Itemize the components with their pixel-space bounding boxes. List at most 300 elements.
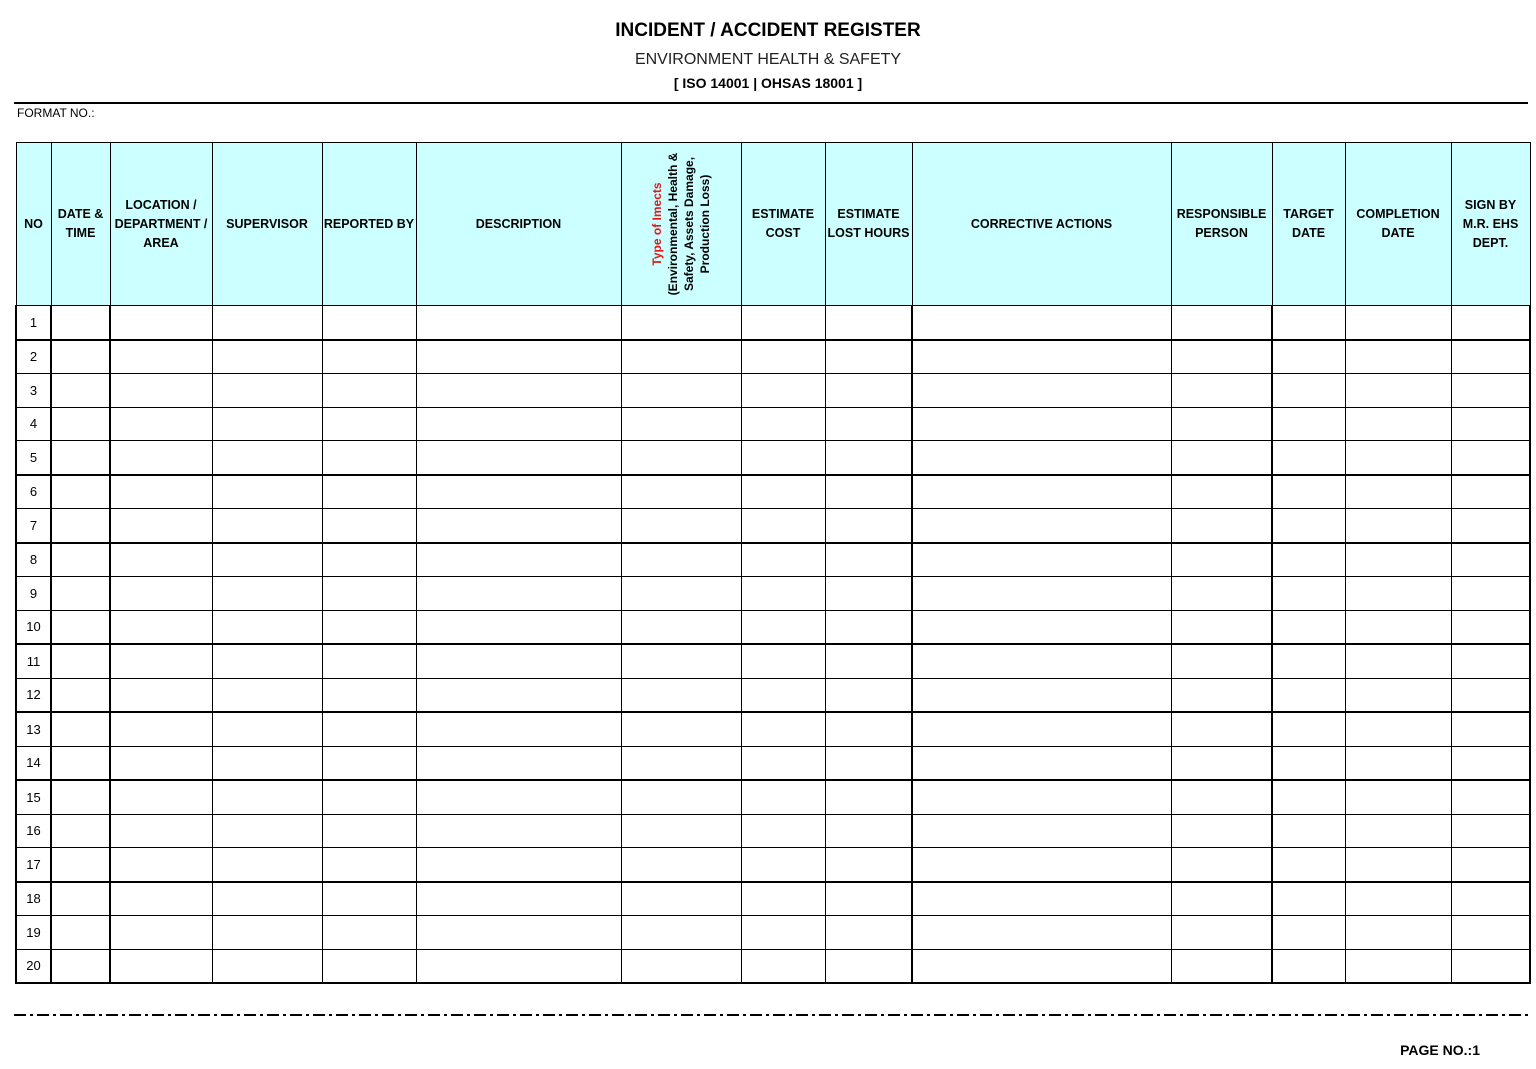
entry-cell[interactable] [212, 848, 322, 882]
entry-cell[interactable] [825, 306, 912, 340]
entry-cell[interactable] [741, 644, 825, 678]
entry-cell[interactable] [212, 340, 322, 374]
row-number: 19 [16, 916, 51, 950]
entry-cell[interactable] [1171, 916, 1272, 950]
entry-cell[interactable] [912, 441, 1171, 475]
entry-cell[interactable] [416, 848, 621, 882]
entry-cell[interactable] [416, 340, 621, 374]
entry-cell[interactable] [416, 780, 621, 814]
entry-cell[interactable] [416, 882, 621, 916]
entry-cell[interactable] [825, 543, 912, 577]
entry-cell[interactable] [741, 509, 825, 543]
table-row [16, 780, 1530, 814]
entry-cell[interactable] [51, 746, 110, 780]
entry-cell[interactable] [741, 746, 825, 780]
entry-cell[interactable] [912, 340, 1171, 374]
entry-cell[interactable] [1171, 407, 1272, 441]
entry-cell[interactable] [1345, 746, 1451, 780]
entry-cell[interactable] [1171, 746, 1272, 780]
entry-cell[interactable] [1272, 610, 1345, 644]
entry-cell[interactable] [741, 543, 825, 577]
entry-cell[interactable] [621, 746, 741, 780]
entry-cell[interactable] [1272, 949, 1345, 983]
entry-cell[interactable] [1272, 441, 1345, 475]
entry-cell[interactable] [1171, 577, 1272, 611]
entry-cell[interactable] [912, 509, 1171, 543]
entry-cell[interactable] [51, 577, 110, 611]
format-number-label: FORMAT NO.: [17, 106, 95, 120]
entry-cell[interactable] [51, 610, 110, 644]
entry-cell[interactable] [212, 610, 322, 644]
entry-cell[interactable] [1345, 441, 1451, 475]
row-number: 16 [16, 814, 51, 848]
entry-cell[interactable] [322, 441, 416, 475]
entry-cell[interactable] [110, 543, 212, 577]
entry-cell[interactable] [621, 848, 741, 882]
entry-cell[interactable] [1272, 848, 1345, 882]
entry-cell[interactable] [416, 509, 621, 543]
entry-cell[interactable] [1272, 644, 1345, 678]
entry-cell[interactable] [212, 814, 322, 848]
entry-cell[interactable] [1345, 509, 1451, 543]
entry-cell[interactable] [110, 678, 212, 712]
entry-cell[interactable] [51, 441, 110, 475]
entry-cell[interactable] [825, 882, 912, 916]
entry-cell[interactable] [416, 746, 621, 780]
entry-cell[interactable] [912, 848, 1171, 882]
entry-cell[interactable] [741, 306, 825, 340]
entry-cell[interactable] [322, 407, 416, 441]
entry-cell[interactable] [1272, 509, 1345, 543]
entry-cell[interactable] [416, 374, 621, 408]
entry-cell[interactable] [912, 407, 1171, 441]
entry-cell[interactable] [416, 814, 621, 848]
entry-cell[interactable] [621, 814, 741, 848]
entry-cell[interactable] [51, 374, 110, 408]
entry-cell[interactable] [322, 509, 416, 543]
entry-cell[interactable] [1171, 814, 1272, 848]
entry-cell[interactable] [621, 374, 741, 408]
entry-cell[interactable] [912, 814, 1171, 848]
col-header-estimate-cost: ESTIMATE COST [741, 143, 825, 306]
entry-cell[interactable] [1171, 306, 1272, 340]
entry-cell[interactable] [51, 712, 110, 746]
entry-cell[interactable] [416, 407, 621, 441]
entry-cell[interactable] [825, 712, 912, 746]
entry-cell[interactable] [912, 949, 1171, 983]
entry-cell[interactable] [912, 916, 1171, 950]
entry-cell[interactable] [1451, 306, 1530, 340]
entry-cell[interactable] [741, 678, 825, 712]
entry-cell[interactable] [1451, 916, 1530, 950]
entry-cell[interactable] [1272, 916, 1345, 950]
entry-cell[interactable] [1272, 374, 1345, 408]
entry-cell[interactable] [621, 543, 741, 577]
entry-cell[interactable] [1345, 340, 1451, 374]
col-header-sign: SIGN BY M.R. EHS DEPT. [1451, 143, 1530, 306]
entry-cell[interactable] [1345, 916, 1451, 950]
entry-cell[interactable] [416, 916, 621, 950]
entry-cell[interactable] [741, 407, 825, 441]
entry-cell[interactable] [416, 577, 621, 611]
entry-cell[interactable] [1451, 882, 1530, 916]
entry-cell[interactable] [912, 644, 1171, 678]
entry-cell[interactable] [912, 374, 1171, 408]
entry-cell[interactable] [1451, 712, 1530, 746]
table-row [16, 746, 1530, 780]
entry-cell[interactable] [110, 780, 212, 814]
row-number: 9 [16, 577, 51, 611]
entry-cell[interactable] [110, 916, 212, 950]
entry-cell[interactable] [621, 340, 741, 374]
entry-cell[interactable] [322, 780, 416, 814]
entry-cell[interactable] [322, 577, 416, 611]
table-row [16, 882, 1530, 916]
entry-cell[interactable] [621, 610, 741, 644]
entry-cell[interactable] [110, 712, 212, 746]
entry-cell[interactable] [322, 678, 416, 712]
entry-cell[interactable] [1345, 407, 1451, 441]
entry-cell[interactable] [912, 712, 1171, 746]
entry-cell[interactable] [322, 916, 416, 950]
entry-cell[interactable] [212, 949, 322, 983]
entry-cell[interactable] [1345, 780, 1451, 814]
entry-cell[interactable] [212, 882, 322, 916]
entry-cell[interactable] [416, 475, 621, 509]
entry-cell[interactable] [212, 306, 322, 340]
entry-cell[interactable] [741, 610, 825, 644]
entry-cell[interactable] [1451, 441, 1530, 475]
row-number: 12 [16, 678, 51, 712]
row-number: 3 [16, 374, 51, 408]
entry-cell[interactable] [416, 441, 621, 475]
table-row [16, 712, 1530, 746]
entry-cell[interactable] [825, 848, 912, 882]
entry-cell[interactable] [1345, 644, 1451, 678]
entry-cell[interactable] [621, 306, 741, 340]
entry-cell[interactable] [51, 306, 110, 340]
entry-cell[interactable] [110, 949, 212, 983]
entry-cell[interactable] [1451, 475, 1530, 509]
entry-cell[interactable] [1272, 814, 1345, 848]
entry-cell[interactable] [1451, 780, 1530, 814]
entry-cell[interactable] [51, 340, 110, 374]
entry-cell[interactable] [1451, 848, 1530, 882]
entry-cell[interactable] [322, 644, 416, 678]
entry-cell[interactable] [212, 746, 322, 780]
entry-cell[interactable] [110, 475, 212, 509]
entry-cell[interactable] [1345, 814, 1451, 848]
entry-cell[interactable] [825, 475, 912, 509]
entry-cell[interactable] [825, 610, 912, 644]
table-row [16, 814, 1530, 848]
entry-cell[interactable] [212, 407, 322, 441]
entry-cell[interactable] [621, 577, 741, 611]
entry-cell[interactable] [1451, 340, 1530, 374]
entry-cell[interactable] [416, 678, 621, 712]
entry-cell[interactable] [110, 882, 212, 916]
entry-cell[interactable] [1451, 543, 1530, 577]
entry-cell[interactable] [912, 306, 1171, 340]
entry-cell[interactable] [621, 509, 741, 543]
col-header-completion-date: COMPLETION DATE [1345, 143, 1451, 306]
entry-cell[interactable] [110, 644, 212, 678]
entry-cell[interactable] [110, 746, 212, 780]
entry-cell[interactable] [741, 780, 825, 814]
entry-cell[interactable] [741, 340, 825, 374]
entry-cell[interactable] [1345, 306, 1451, 340]
entry-cell[interactable] [416, 306, 621, 340]
row-number: 10 [16, 610, 51, 644]
table-row [16, 475, 1530, 509]
table-row [16, 441, 1530, 475]
entry-cell[interactable] [51, 475, 110, 509]
table-row [16, 610, 1530, 644]
entry-cell[interactable] [1171, 610, 1272, 644]
entry-cell[interactable] [741, 814, 825, 848]
table-row [16, 848, 1530, 882]
entry-cell[interactable] [1272, 407, 1345, 441]
entry-cell[interactable] [51, 882, 110, 916]
entry-cell[interactable] [825, 509, 912, 543]
entry-cell[interactable] [825, 916, 912, 950]
entry-cell[interactable] [322, 949, 416, 983]
entry-cell[interactable] [621, 712, 741, 746]
entry-cell[interactable] [1171, 543, 1272, 577]
entry-cell[interactable] [212, 475, 322, 509]
entry-cell[interactable] [51, 678, 110, 712]
entry-cell[interactable] [110, 848, 212, 882]
entry-cell[interactable] [322, 475, 416, 509]
entry-cell[interactable] [1171, 340, 1272, 374]
entry-cell[interactable] [322, 374, 416, 408]
entry-cell[interactable] [212, 712, 322, 746]
entry-cell[interactable] [1171, 678, 1272, 712]
entry-cell[interactable] [51, 407, 110, 441]
entry-cell[interactable] [212, 916, 322, 950]
entry-cell[interactable] [1451, 610, 1530, 644]
entry-cell[interactable] [1171, 644, 1272, 678]
entry-cell[interactable] [1171, 475, 1272, 509]
entry-cell[interactable] [322, 848, 416, 882]
entry-cell[interactable] [825, 374, 912, 408]
entry-cell[interactable] [912, 882, 1171, 916]
entry-cell[interactable] [1272, 306, 1345, 340]
entry-cell[interactable] [621, 644, 741, 678]
entry-cell[interactable] [621, 882, 741, 916]
entry-cell[interactable] [825, 340, 912, 374]
entry-cell[interactable] [1345, 678, 1451, 712]
entry-cell[interactable] [1272, 712, 1345, 746]
entry-cell[interactable] [1451, 407, 1530, 441]
entry-cell[interactable] [621, 949, 741, 983]
entry-cell[interactable] [741, 441, 825, 475]
col-header-no: NO [16, 143, 51, 306]
entry-cell[interactable] [825, 746, 912, 780]
entry-cell[interactable] [212, 577, 322, 611]
entry-cell[interactable] [1345, 543, 1451, 577]
entry-cell[interactable] [825, 780, 912, 814]
entry-cell[interactable] [416, 543, 621, 577]
entry-cell[interactable] [1171, 712, 1272, 746]
entry-cell[interactable] [1272, 882, 1345, 916]
impact-type-label: Type of Imects [650, 182, 664, 266]
table-row [16, 407, 1530, 441]
entry-cell[interactable] [825, 644, 912, 678]
header-rule [14, 102, 1528, 104]
entry-cell[interactable] [212, 780, 322, 814]
entry-cell[interactable] [825, 577, 912, 611]
entry-cell[interactable] [51, 949, 110, 983]
entry-cell[interactable] [416, 949, 621, 983]
entry-cell[interactable] [110, 306, 212, 340]
table-row [16, 678, 1530, 712]
entry-cell[interactable] [1345, 882, 1451, 916]
row-number: 14 [16, 746, 51, 780]
table-row [16, 509, 1530, 543]
col-header-date-time: DATE & TIME [51, 143, 110, 306]
entry-cell[interactable] [825, 949, 912, 983]
entry-cell[interactable] [322, 543, 416, 577]
entry-cell[interactable] [741, 916, 825, 950]
entry-cell[interactable] [212, 509, 322, 543]
entry-cell[interactable] [416, 610, 621, 644]
entry-cell[interactable] [825, 814, 912, 848]
entry-cell[interactable] [212, 441, 322, 475]
table-row [16, 949, 1530, 983]
entry-cell[interactable] [322, 340, 416, 374]
entry-cell[interactable] [322, 712, 416, 746]
entry-cell[interactable] [110, 441, 212, 475]
entry-cell[interactable] [1171, 848, 1272, 882]
document-title: INCIDENT / ACCIDENT REGISTER [615, 20, 921, 41]
entry-cell[interactable] [1345, 712, 1451, 746]
entry-cell[interactable] [825, 407, 912, 441]
entry-cell[interactable] [416, 712, 621, 746]
entry-cell[interactable] [1272, 340, 1345, 374]
entry-cell[interactable] [322, 306, 416, 340]
entry-cell[interactable] [621, 407, 741, 441]
entry-cell[interactable] [741, 577, 825, 611]
entry-cell[interactable] [1272, 678, 1345, 712]
entry-cell[interactable] [912, 746, 1171, 780]
entry-cell[interactable] [1272, 543, 1345, 577]
entry-cell[interactable] [1345, 577, 1451, 611]
entry-cell[interactable] [1451, 746, 1530, 780]
entry-cell[interactable] [1171, 882, 1272, 916]
entry-cell[interactable] [1451, 644, 1530, 678]
entry-cell[interactable] [1345, 949, 1451, 983]
col-header-impact-type [621, 143, 741, 306]
entry-cell[interactable] [110, 374, 212, 408]
entry-cell[interactable] [912, 678, 1171, 712]
entry-cell[interactable] [1451, 678, 1530, 712]
row-number: 5 [16, 441, 51, 475]
entry-cell[interactable] [110, 407, 212, 441]
entry-cell[interactable] [1451, 374, 1530, 408]
entry-cell[interactable] [212, 543, 322, 577]
row-number: 13 [16, 712, 51, 746]
entry-cell[interactable] [110, 340, 212, 374]
entry-cell[interactable] [912, 610, 1171, 644]
entry-cell[interactable] [912, 475, 1171, 509]
entry-cell[interactable] [621, 475, 741, 509]
entry-cell[interactable] [1171, 509, 1272, 543]
entry-cell[interactable] [1171, 780, 1272, 814]
entry-cell[interactable] [741, 848, 825, 882]
entry-cell[interactable] [1451, 814, 1530, 848]
entry-cell[interactable] [322, 814, 416, 848]
entry-cell[interactable] [621, 780, 741, 814]
impact-type-detail: (Environmental, Health & Safety, Assets Damage, Production Loss) [666, 152, 712, 296]
entry-cell[interactable] [912, 577, 1171, 611]
entry-cell[interactable] [825, 441, 912, 475]
entry-cell[interactable] [322, 746, 416, 780]
entry-cell[interactable] [110, 509, 212, 543]
entry-cell[interactable] [1451, 949, 1530, 983]
entry-cell[interactable] [1171, 441, 1272, 475]
entry-cell[interactable] [1345, 610, 1451, 644]
entry-cell[interactable] [1345, 374, 1451, 408]
row-number: 20 [16, 949, 51, 983]
entry-cell[interactable] [110, 610, 212, 644]
entry-cell[interactable] [51, 848, 110, 882]
entry-cell[interactable] [741, 712, 825, 746]
entry-cell[interactable] [51, 543, 110, 577]
table-header-row [16, 143, 1530, 306]
entry-cell[interactable] [51, 509, 110, 543]
entry-cell[interactable] [322, 882, 416, 916]
table-row [16, 644, 1530, 678]
col-header-target-date: TARGET DATE [1272, 143, 1345, 306]
entry-cell[interactable] [322, 610, 416, 644]
entry-cell[interactable] [1451, 509, 1530, 543]
entry-cell[interactable] [912, 543, 1171, 577]
entry-cell[interactable] [912, 780, 1171, 814]
entry-cell[interactable] [825, 678, 912, 712]
entry-cell[interactable] [110, 814, 212, 848]
entry-cell[interactable] [212, 374, 322, 408]
entry-cell[interactable] [51, 814, 110, 848]
entry-cell[interactable] [1272, 780, 1345, 814]
entry-cell[interactable] [110, 577, 212, 611]
entry-cell[interactable] [621, 916, 741, 950]
entry-cell[interactable] [1345, 475, 1451, 509]
entry-cell[interactable] [741, 949, 825, 983]
entry-cell[interactable] [1345, 848, 1451, 882]
entry-cell[interactable] [416, 644, 621, 678]
entry-cell[interactable] [1272, 577, 1345, 611]
col-header-responsible-person: RESPONSIBLE PERSON [1171, 143, 1272, 306]
entry-cell[interactable] [212, 678, 322, 712]
entry-cell[interactable] [1451, 577, 1530, 611]
entry-cell[interactable] [1171, 949, 1272, 983]
entry-cell[interactable] [621, 441, 741, 475]
row-number: 15 [16, 780, 51, 814]
entry-cell[interactable] [51, 644, 110, 678]
entry-cell[interactable] [51, 780, 110, 814]
entry-cell[interactable] [1171, 374, 1272, 408]
entry-cell[interactable] [741, 475, 825, 509]
entry-cell[interactable] [51, 916, 110, 950]
entry-cell[interactable] [1272, 475, 1345, 509]
entry-cell[interactable] [212, 644, 322, 678]
table-body [16, 306, 1530, 984]
entry-cell[interactable] [741, 374, 825, 408]
entry-cell[interactable] [621, 678, 741, 712]
entry-cell[interactable] [741, 882, 825, 916]
entry-cell[interactable] [1272, 746, 1345, 780]
